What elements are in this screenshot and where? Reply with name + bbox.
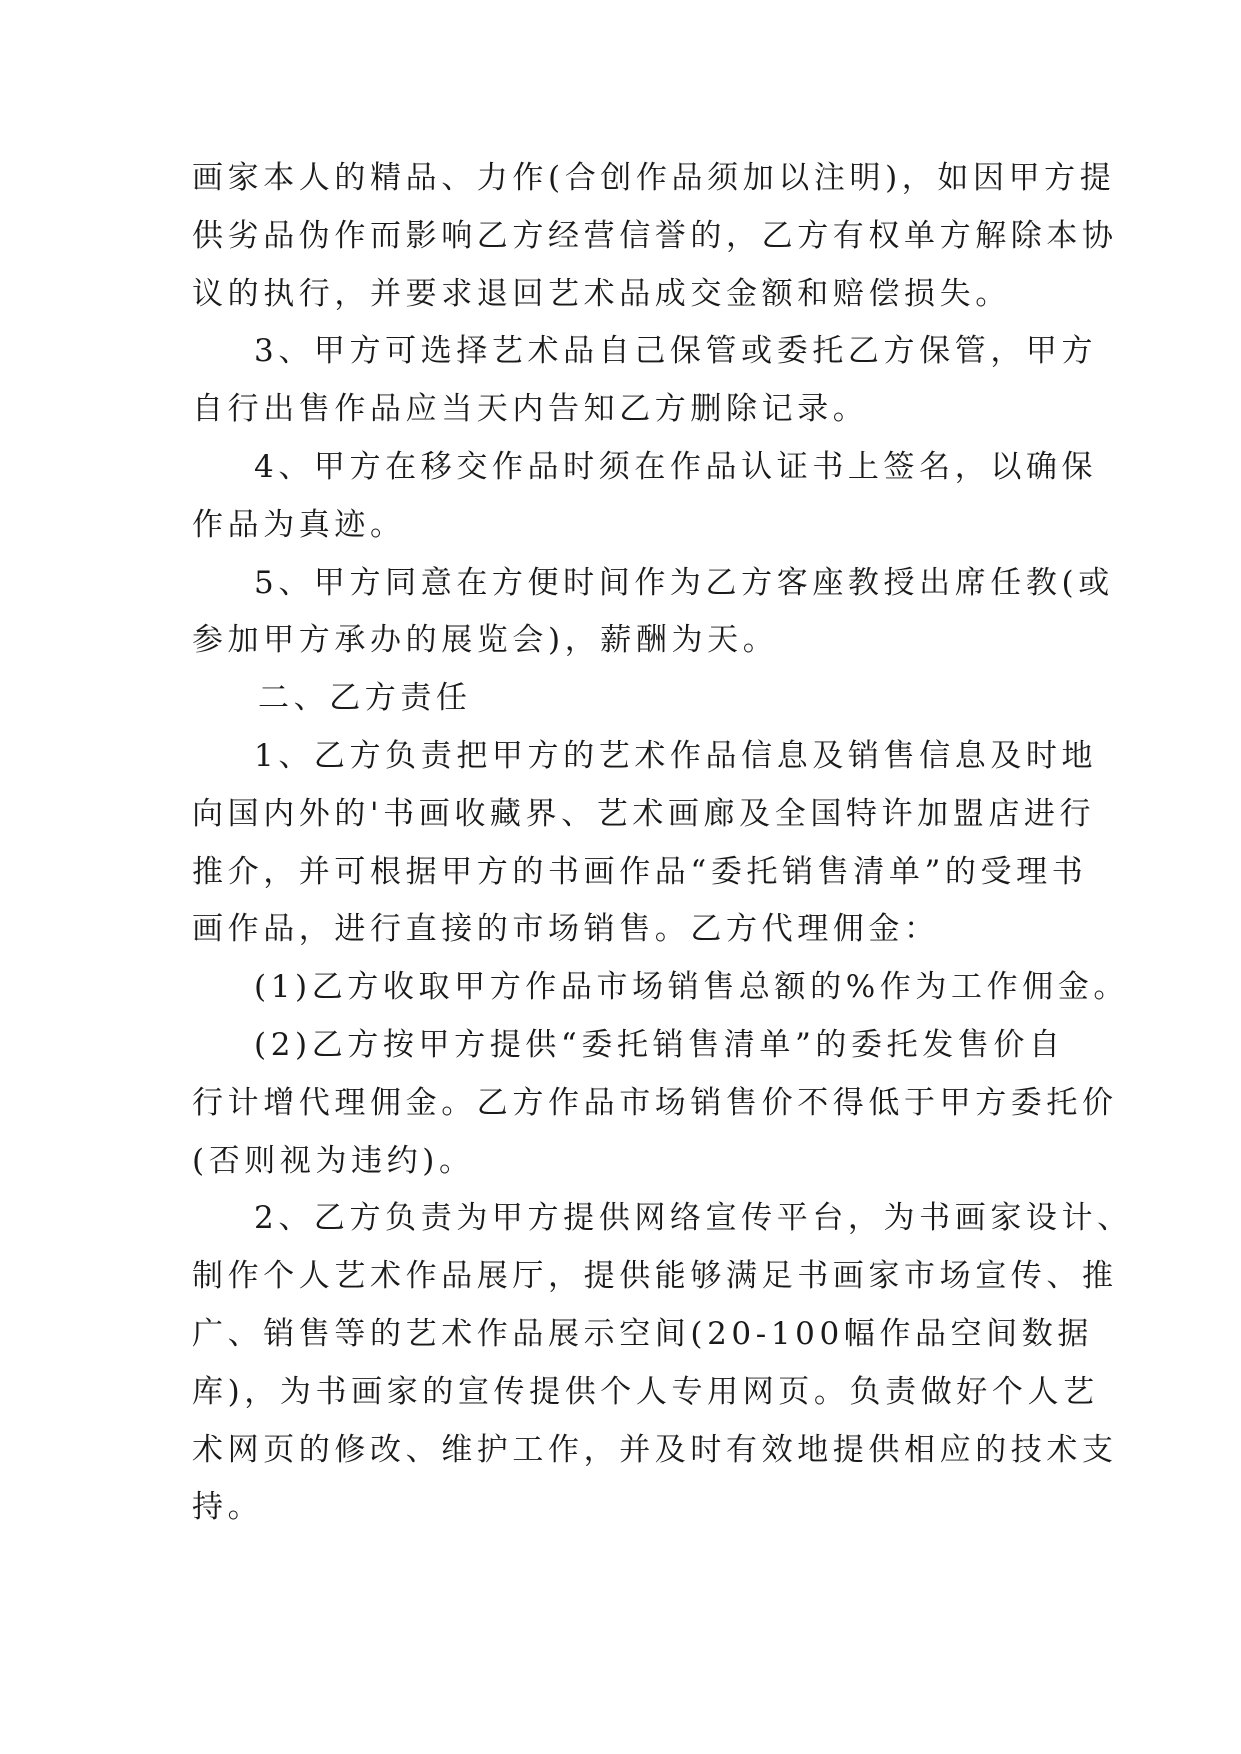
text-line: 5、甲方同意在方便时间作为乙方客座教授出席任教(或 — [254, 564, 1114, 601]
text-line: 术网页的修改、维护工作，并及时有效地提供相应的技术支 — [192, 1431, 1118, 1468]
text-line: 画作品，进行直接的市场销售。乙方代理佣金： — [192, 911, 940, 948]
text-line: 向国内外的'书画收藏界、艺术画廊及全国特许加盟店进行 — [192, 795, 1096, 832]
text-line: (否则视为违约)。 — [192, 1142, 475, 1179]
section-heading: 二、乙方责任 — [258, 680, 472, 717]
text-line: 推介，并可根据甲方的书画作品“委托销售清单”的受理书 — [192, 853, 1088, 890]
text-line: (1)乙方收取甲方作品市场销售总额的%作为工作佣金。 — [254, 969, 1129, 1006]
text-line: 行计增代理佣金。乙方作品市场销售价不得低于甲方委托价 — [192, 1084, 1118, 1121]
text-line: 4、甲方在移交作品时须在作品认证书上签名，以确保 — [254, 448, 1098, 485]
text-line: 作品为真迹。 — [192, 506, 406, 543]
text-line: 持。 — [192, 1489, 264, 1526]
text-line: 画家本人的精品、力作(合创作品须加以注明)，如因甲方提 — [192, 160, 1116, 196]
text-line: 供劣品伪作而影响乙方经营信誉的，乙方有权单方解除本协 — [192, 217, 1118, 254]
text-line: 议的执行，并要求退回艺术品成交金额和赔偿损失。 — [192, 275, 1011, 312]
text-line: 自行出售作品应当天内告知乙方删除记录。 — [192, 391, 869, 428]
text-line: 制作个人艺术作品展厅，提供能够满足书画家市场宣传、推 — [192, 1258, 1118, 1295]
text-line: 3、甲方可选择艺术品自己保管或委托乙方保管，甲方 — [254, 333, 1098, 370]
document-body — [192, 150, 1133, 1537]
text-line: 2、乙方负责为甲方提供网络宣传平台，为书画家设计、 — [254, 1200, 1133, 1237]
text-line: 参加甲方承办的展览会)，薪酬为天。 — [192, 622, 779, 659]
text-line: 1、乙方负责把甲方的艺术作品信息及销售信息及时地 — [254, 737, 1098, 774]
text-line: (2)乙方按甲方提供“委托销售清单”的委托发售价自 — [254, 1026, 1065, 1063]
text-line: 库)，为书画家的宣传提供个人专用网页。负责做好个人艺 — [192, 1373, 1099, 1410]
text-line: 广、销售等的艺术作品展示空间(20-100幅作品空间数据 — [192, 1315, 1093, 1352]
